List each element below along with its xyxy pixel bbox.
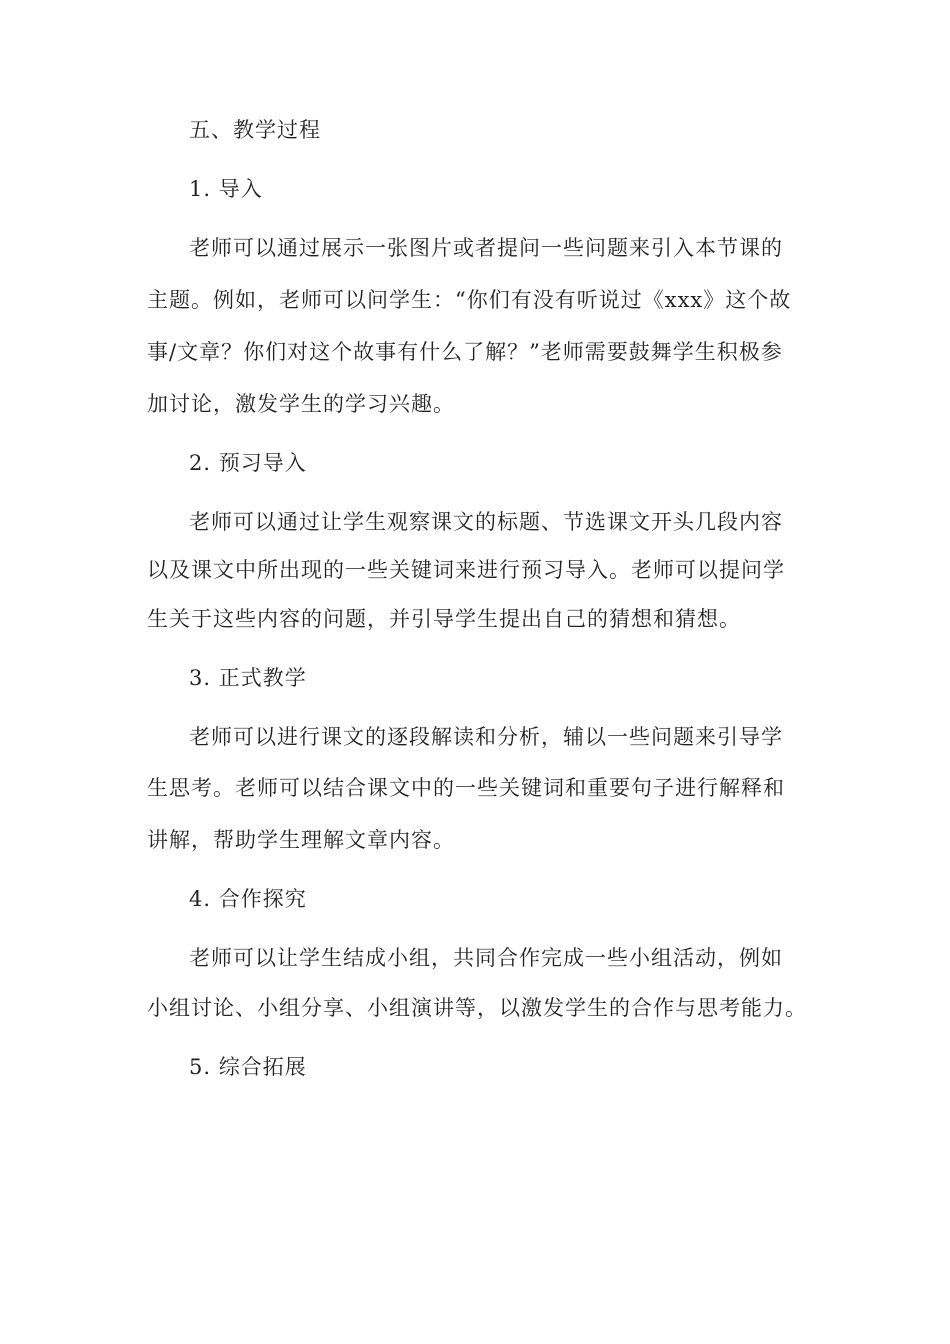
paragraph-line: 加讨论，激发学生的学习兴趣。 <box>147 392 455 416</box>
item-heading-2: 2. 预习导入 <box>189 451 307 475</box>
paragraph-line: 生思考。老师可以结合课文中的一些关键词和重要句子进行解释和 <box>147 776 785 800</box>
paragraph-line: 老师可以通过让学生观察课文的标题、节选课文开头几段内容 <box>189 510 783 534</box>
section-heading: 五、教学过程 <box>189 118 321 142</box>
paragraph-line: 主题。例如，老师可以问学生：“你们有没有听说过《xxx》这个故 <box>147 288 792 312</box>
paragraph-line: 老师可以通过展示一张图片或者提问一些问题来引入本节课的 <box>189 236 783 260</box>
paragraph-line: 老师可以进行课文的逐段解读和分析，辅以一些问题来引导学 <box>189 725 783 749</box>
paragraph-line: 小组讨论、小组分享、小组演讲等，以激发学生的合作与思考能力。 <box>147 996 807 1020</box>
paragraph-line: 讲解，帮助学生理解文章内容。 <box>147 828 455 852</box>
item-heading-1: 1. 导入 <box>189 177 263 201</box>
item-heading-3: 3. 正式教学 <box>189 666 307 690</box>
paragraph-line: 事/文章？你们对这个故事有什么了解？”老师需要鼓舞学生积极参 <box>147 340 783 364</box>
paragraph-line: 以及课文中所出现的一些关键词来进行预习导入。老师可以提问学 <box>147 558 785 582</box>
item-heading-4: 4. 合作探究 <box>189 887 307 911</box>
item-heading-5: 5. 综合拓展 <box>189 1055 307 1079</box>
paragraph-line: 生关于这些内容的问题，并引导学生提出自己的猜想和猜想。 <box>147 607 741 631</box>
paragraph-line: 老师可以让学生结成小组，共同合作完成一些小组活动，例如 <box>189 946 783 970</box>
